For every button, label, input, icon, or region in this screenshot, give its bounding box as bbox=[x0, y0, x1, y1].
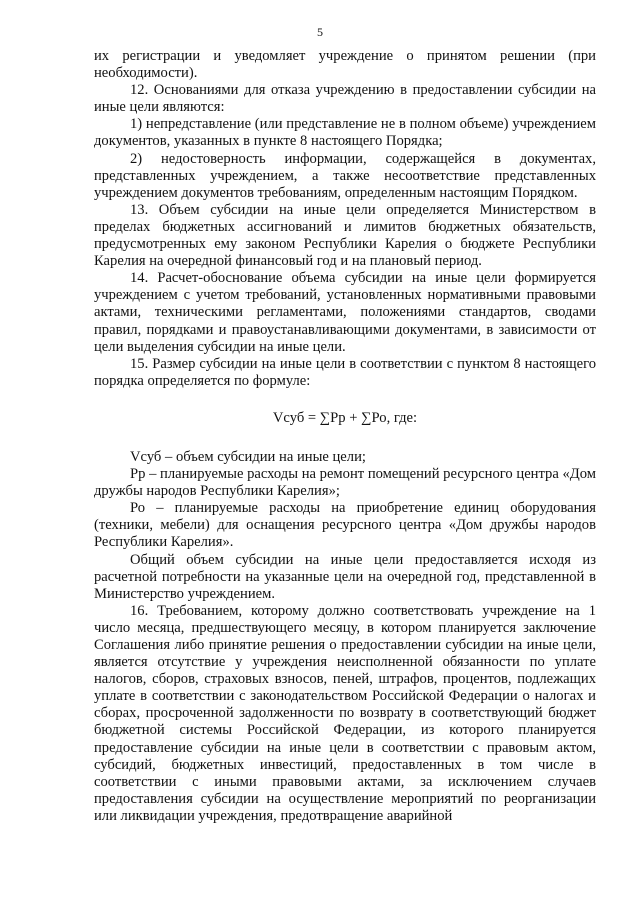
paragraph-continuation: их регистрации и уведомляет учреждение о принятом решении (при необходимости). bbox=[94, 48, 596, 82]
paragraph-item-14: 14. Расчет-обоснование объема субсидии на иные цели формируется учреждением с учетом требований, установленных нормативными правовыми актами, техническими регламентами, положениями стандартов, сводами правил, порядками и правоустанавливающими документами, в зависимости от цели выделения субсидии на иные цели. bbox=[94, 270, 596, 355]
paragraph-total-volume: Общий объем субсидии на иные цели предоставляется исходя из расчетной потребности на указанные цели на очередной год, представленной в Министерство учреждением. bbox=[94, 551, 596, 602]
paragraph-subitem-1: 1) непредставление (или представление не в полном объеме) учреждением документов, указанных в пункте 8 настоящего Порядка; bbox=[94, 116, 596, 150]
formula-definition-vsub: Vсуб – объем субсидии на иные цели; bbox=[130, 448, 366, 465]
paragraph-item-15: 15. Размер субсидии на иные цели в соответствии с пунктом 8 настоящего порядка определяется по формуле: bbox=[94, 355, 596, 389]
formula-definition-rr: Рр – планируемые расходы на ремонт помещений ресурсного центра «Дом дружбы народов Республики Карелия»; bbox=[94, 466, 596, 500]
document-body bbox=[94, 48, 596, 825]
paragraph-item-13: 13. Объем субсидии на иные цели определяется Министерством в пределах бюджетных ассигнований и лимитов бюджетных обязательств, предусмотренных ему законом Республики Карелия о бюджете Республики Карелия на очередной финансовый год и на плановый период. bbox=[94, 201, 596, 270]
paragraph-subitem-2: 2) недостоверность информации, содержащейся в документах, представленных учреждением, а также несоответствие представленных учреждением документов требованиям, определенным настоящим Порядком. bbox=[94, 150, 596, 201]
subsidy-formula: Vсуб = ∑Рр + ∑Ро, где: bbox=[272, 409, 418, 426]
paragraph-item-16: 16. Требованием, которому должно соответствовать учреждение на 1 число месяца, предшествующего месяцу, в котором планируется заключение Соглашения либо принятие решения о предоставлении субсидии на иные цели, является отсутствие у учреждения неисполненной обязанности по уплате налогов, сборов, страховых взносов, пеней, штрафов, процентов, подлежащих уплате в соответствии с законодательством Российской Федерации о налогах и сборах, просроченной задолженности по возврату в соответствующий бюджет бюджетной системы Российской Федерации, из которого планируется предоставление субсидии на иные цели в соответствии с правовым актом, субсидий, бюджетных инвестиций, предоставленных в том числе в соответствии с иными правовыми актами, за исключением случаев предоставления субсидии на осуществление мероприятий по реорганизации или ликвидации учреждения, предотвращение аварийной bbox=[94, 602, 596, 824]
paragraph-item-12: 12. Основаниями для отказа учреждению в предоставлении субсидии на иные цели являются: bbox=[94, 82, 596, 116]
page-number: 5 bbox=[317, 25, 323, 39]
formula-definition-ro: Ро – планируемые расходы на приобретение единиц оборудования (техники, мебели) для оснащения ресурсного центра «Дом дружбы народов Республики Карелия». bbox=[94, 500, 596, 551]
